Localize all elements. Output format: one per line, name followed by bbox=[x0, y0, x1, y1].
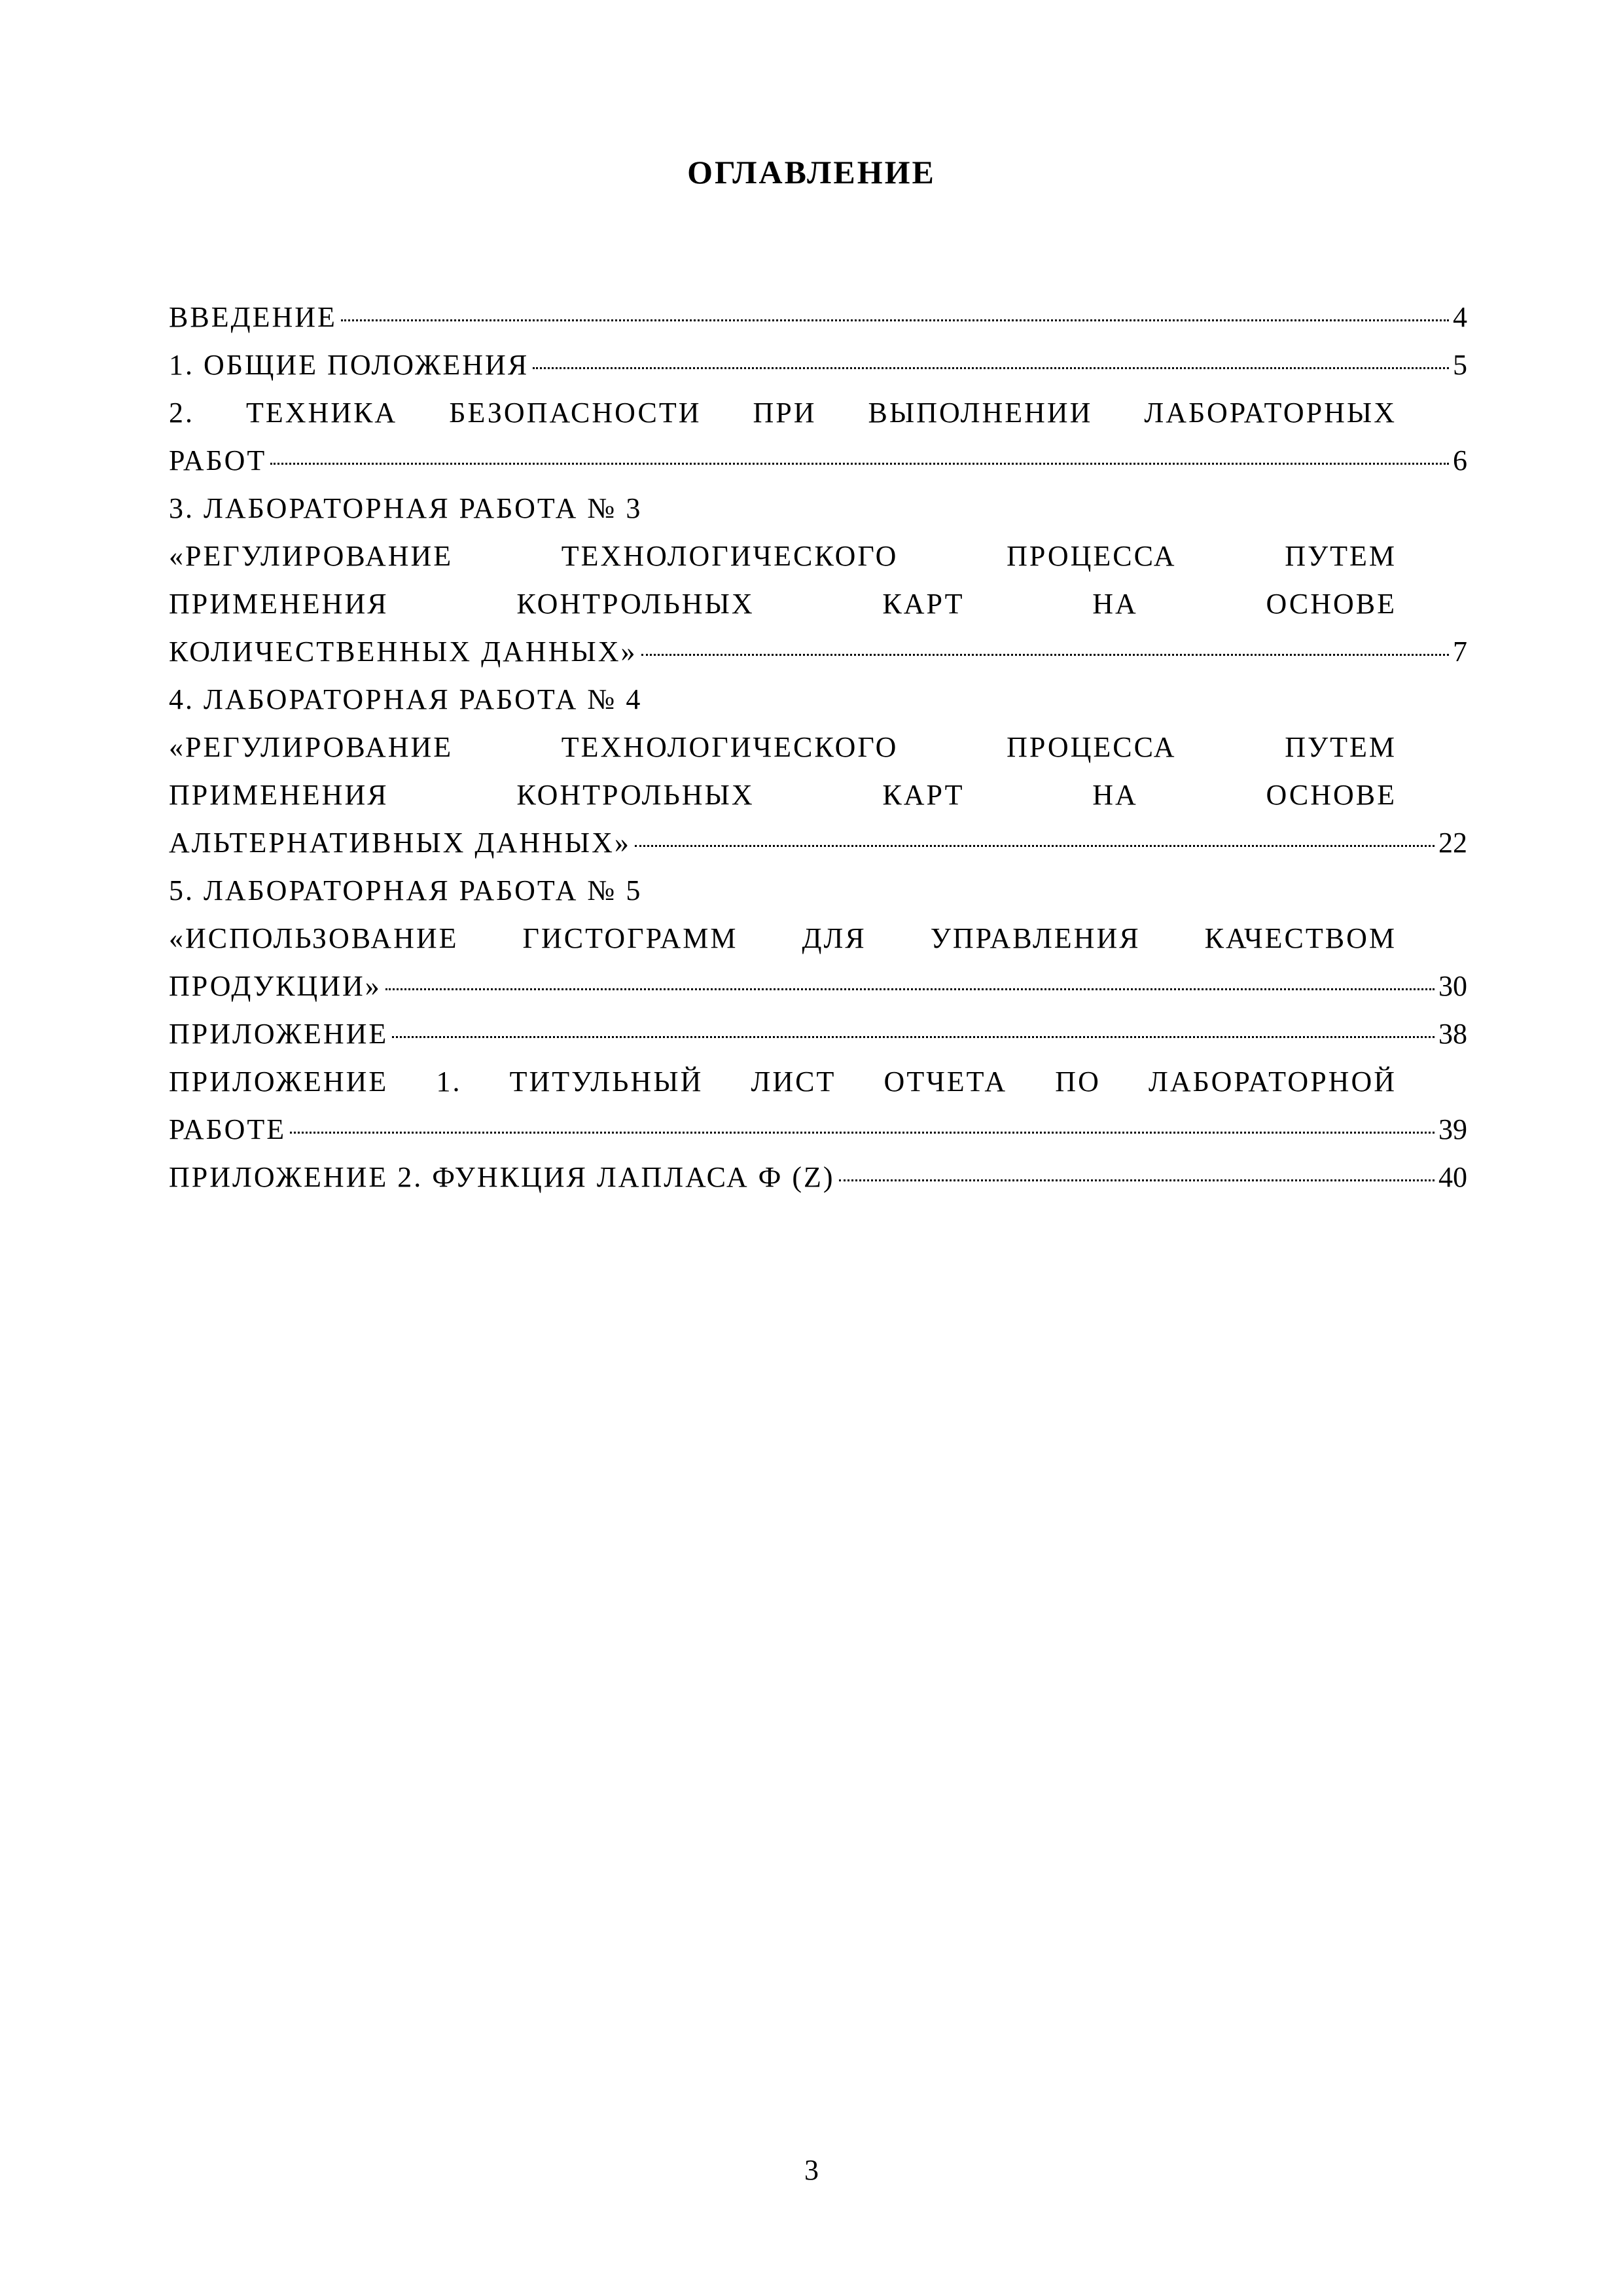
table-of-contents bbox=[169, 293, 1467, 1201]
toc-entry-page: 39 bbox=[1438, 1113, 1467, 1145]
toc-entry-title: ПРИЛОЖЕНИЕ 2. ФУНКЦИЯ ЛАПЛАСА Ф (Z) bbox=[169, 1161, 835, 1193]
toc-entry-title: ПРИЛОЖЕНИЕ bbox=[169, 1018, 389, 1050]
dot-leader bbox=[533, 367, 1449, 369]
toc-entry-appendix-2[interactable] bbox=[169, 1153, 1467, 1201]
toc-entry-safety[interactable] bbox=[169, 389, 1467, 484]
dot-leader bbox=[839, 1179, 1435, 1181]
toc-entry-lab-3[interactable] bbox=[169, 484, 1467, 675]
toc-entry-page: 4 bbox=[1453, 301, 1467, 333]
toc-line bbox=[169, 819, 1467, 867]
toc-line bbox=[169, 1105, 1467, 1153]
toc-entry-title: РАБОТЕ bbox=[169, 1113, 287, 1145]
toc-line: ПРИМЕНЕНИЯ КОНТРОЛЬНЫХ КАРТ НА ОСНОВЕ bbox=[169, 588, 1397, 620]
toc-entry-page: 38 bbox=[1438, 1018, 1467, 1050]
dot-leader bbox=[385, 988, 1435, 990]
toc-line: 2. ТЕХНИКА БЕЗОПАСНОСТИ ПРИ ВЫПОЛНЕНИИ ЛАБОРАТОРНЫХ bbox=[169, 397, 1397, 429]
toc-line bbox=[169, 628, 1467, 675]
toc-entry-title: АЛЬТЕРНАТИВНЫХ ДАННЫХ» bbox=[169, 827, 631, 859]
toc-line bbox=[169, 1010, 1467, 1058]
toc-line bbox=[169, 1153, 1467, 1201]
toc-line: «РЕГУЛИРОВАНИЕ ТЕХНОЛОГИЧЕСКОГО ПРОЦЕССА ПУТЕМ bbox=[169, 731, 1397, 763]
toc-entry-title: РАБОТ bbox=[169, 444, 267, 476]
toc-entry-general-provisions[interactable] bbox=[169, 341, 1467, 389]
dot-leader bbox=[290, 1132, 1435, 1134]
toc-line bbox=[169, 962, 1467, 1010]
dot-leader bbox=[392, 1036, 1435, 1038]
page-title: ОГЛАВЛЕНИЕ bbox=[687, 154, 936, 190]
toc-line: 4. ЛАБОРАТОРНАЯ РАБОТА № 4 bbox=[169, 683, 643, 715]
toc-entry-lab-4[interactable] bbox=[169, 675, 1467, 867]
toc-entry-introduction[interactable] bbox=[169, 293, 1467, 341]
toc-entry-page: 40 bbox=[1438, 1161, 1467, 1193]
page-number: 3 bbox=[804, 2154, 819, 2186]
dot-leader bbox=[270, 463, 1449, 465]
toc-line: ПРИМЕНЕНИЯ КОНТРОЛЬНЫХ КАРТ НА ОСНОВЕ bbox=[169, 779, 1397, 811]
toc-entry-page: 30 bbox=[1438, 970, 1467, 1002]
toc-entry-page: 6 bbox=[1453, 444, 1467, 476]
toc-entry-page: 22 bbox=[1438, 827, 1467, 859]
toc-entry-appendix[interactable] bbox=[169, 1010, 1467, 1058]
toc-entry-title: 1. ОБЩИЕ ПОЛОЖЕНИЯ bbox=[169, 349, 529, 381]
toc-entry-title: ВВЕДЕНИЕ bbox=[169, 301, 337, 333]
dot-leader bbox=[641, 654, 1449, 656]
toc-entry-title: ПРОДУКЦИИ» bbox=[169, 970, 382, 1002]
toc-line bbox=[169, 293, 1467, 341]
dot-leader bbox=[635, 845, 1435, 847]
toc-line: «ИСПОЛЬЗОВАНИЕ ГИСТОГРАММ ДЛЯ УПРАВЛЕНИЯ КАЧЕСТВОМ bbox=[169, 922, 1397, 954]
toc-line: «РЕГУЛИРОВАНИЕ ТЕХНОЛОГИЧЕСКОГО ПРОЦЕССА ПУТЕМ bbox=[169, 540, 1397, 572]
toc-line: ПРИЛОЖЕНИЕ 1. ТИТУЛЬНЫЙ ЛИСТ ОТЧЕТА ПО ЛАБОРАТОРНОЙ bbox=[169, 1066, 1397, 1098]
toc-entry-lab-5[interactable] bbox=[169, 867, 1467, 1010]
toc-line bbox=[169, 437, 1467, 484]
toc-entry-title: КОЛИЧЕСТВЕННЫХ ДАННЫХ» bbox=[169, 636, 637, 668]
toc-line bbox=[169, 341, 1467, 389]
toc-line: 5. ЛАБОРАТОРНАЯ РАБОТА № 5 bbox=[169, 874, 643, 906]
dot-leader bbox=[341, 319, 1449, 321]
toc-entry-page: 7 bbox=[1453, 636, 1467, 668]
toc-entry-page: 5 bbox=[1453, 349, 1467, 381]
toc-line: 3. ЛАБОРАТОРНАЯ РАБОТА № 3 bbox=[169, 492, 643, 524]
toc-entry-appendix-1[interactable] bbox=[169, 1058, 1467, 1153]
